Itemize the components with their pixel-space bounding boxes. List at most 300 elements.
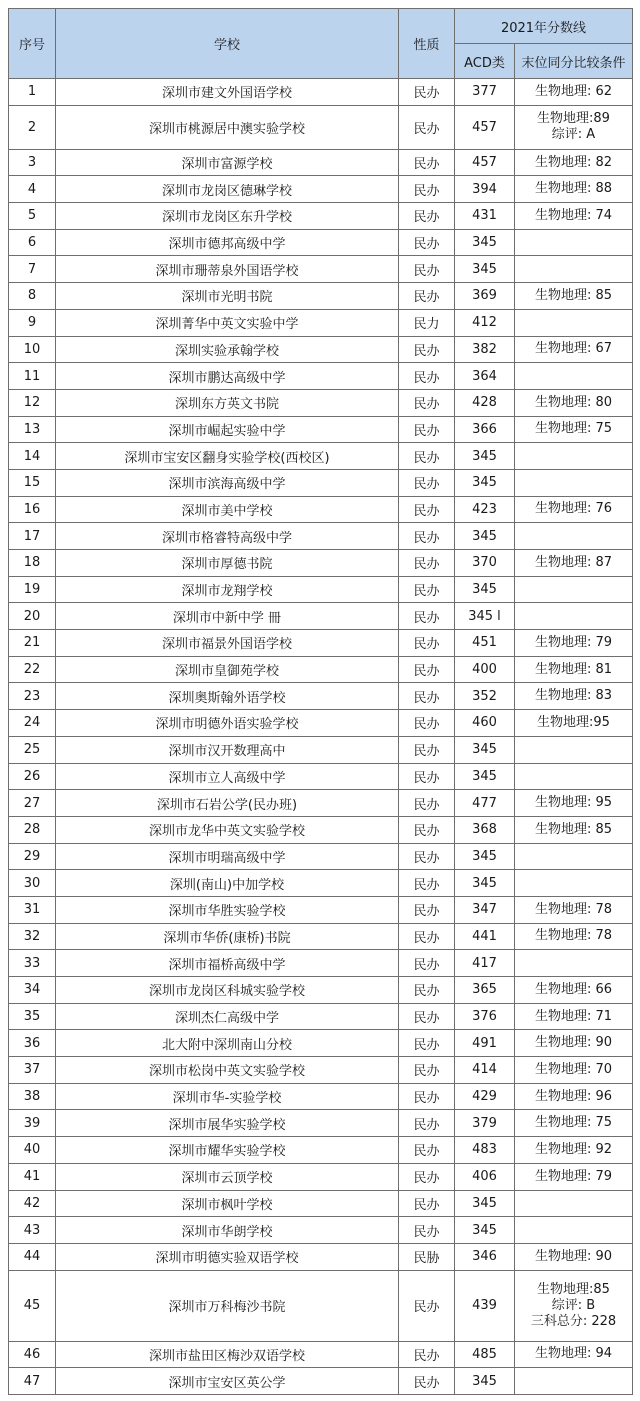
school-type: 民办	[399, 469, 455, 496]
score: 382	[455, 336, 515, 363]
row-number: 44	[9, 1243, 56, 1270]
row-number: 11	[9, 363, 56, 390]
score: 366	[455, 416, 515, 443]
school-name: 深圳市福桥高级中学	[56, 950, 399, 977]
score: 369	[455, 283, 515, 310]
school-type: 民办	[399, 896, 455, 923]
condition-line: 生物地理: 94	[534, 1346, 613, 1362]
school-name: 深圳市皇御苑学校	[56, 656, 399, 683]
score: 483	[455, 1137, 515, 1164]
condition-line: 生物地理: 75	[534, 1115, 613, 1131]
table-row	[9, 416, 633, 443]
condition-line: 三科总分: 228	[530, 1313, 617, 1329]
school-type: 民办	[399, 336, 455, 363]
row-number: 23	[9, 683, 56, 710]
condition-line: 生物地理: 74	[534, 207, 613, 223]
school-type: 民办	[399, 763, 455, 790]
row-number: 43	[9, 1217, 56, 1244]
condition-line: 生物地理: 90	[534, 1248, 613, 1264]
row-number: 13	[9, 416, 56, 443]
table-row	[9, 309, 633, 336]
table-row	[9, 630, 633, 657]
school-name: 深圳市宝安区翻身实验学校(西校区)	[56, 443, 399, 470]
header-no: 序号	[9, 9, 56, 79]
tie-break-condition	[515, 336, 633, 363]
score: 347	[455, 896, 515, 923]
tie-break-condition	[515, 630, 633, 657]
row-number: 14	[9, 443, 56, 470]
school-name: 深圳市崛起实验中学	[56, 416, 399, 443]
row-number: 42	[9, 1190, 56, 1217]
school-type: 民办	[399, 1057, 455, 1084]
score: 428	[455, 389, 515, 416]
school-type: 民办	[399, 950, 455, 977]
tie-break-condition	[515, 523, 633, 550]
table-row	[9, 1190, 633, 1217]
tie-break-condition	[515, 1190, 633, 1217]
score: 365	[455, 977, 515, 1004]
table-row	[9, 1341, 633, 1368]
row-number: 33	[9, 950, 56, 977]
school-name: 深圳菁华中英文实验中学	[56, 309, 399, 336]
condition-line: 生物地理: 76	[534, 501, 613, 517]
school-type: 民办	[399, 1137, 455, 1164]
table-row	[9, 256, 633, 283]
school-name: 深圳市耀华实验学校	[56, 1137, 399, 1164]
school-type: 民办	[399, 656, 455, 683]
row-number: 24	[9, 710, 56, 737]
school-type: 民办	[399, 176, 455, 203]
table-row	[9, 923, 633, 950]
score: 345	[455, 843, 515, 870]
school-name: 深圳市中新中学 冊	[56, 603, 399, 630]
school-name: 深圳市美中学校	[56, 496, 399, 523]
row-number: 35	[9, 1003, 56, 1030]
condition-line: 生物地理: 85	[534, 287, 613, 303]
school-type: 民办	[399, 523, 455, 550]
table-row	[9, 176, 633, 203]
school-type: 民办	[399, 710, 455, 737]
condition-line: 生物地理:85	[537, 1281, 610, 1297]
score: 345	[455, 256, 515, 283]
school-type: 民办	[399, 105, 455, 149]
score: 345	[455, 576, 515, 603]
table-row	[9, 1368, 633, 1395]
school-name: 深圳市德邦高级中学	[56, 229, 399, 256]
school-type: 民办	[399, 1003, 455, 1030]
school-name: 深圳市万科梅沙书院	[56, 1270, 399, 1341]
table-row	[9, 1217, 633, 1244]
school-name: 深圳市枫叶学校	[56, 1190, 399, 1217]
school-name: 深圳(南山)中加学校	[56, 870, 399, 897]
table-row	[9, 229, 633, 256]
school-name: 深圳市明德外语实验学校	[56, 710, 399, 737]
condition-line: 生物地理: 79	[534, 634, 613, 650]
tie-break-condition	[515, 79, 633, 106]
school-name: 深圳市厚德书院	[56, 550, 399, 577]
table-body	[9, 79, 633, 1395]
tie-break-condition	[515, 1137, 633, 1164]
row-number: 17	[9, 523, 56, 550]
table-row	[9, 1083, 633, 1110]
score: 412	[455, 309, 515, 336]
tie-break-condition	[515, 896, 633, 923]
condition-line: 生物地理: 88	[534, 181, 613, 197]
tie-break-condition	[515, 790, 633, 817]
condition-line: 生物地理: 85	[534, 821, 613, 837]
condition-line: 生物地理: 78	[534, 901, 613, 917]
condition-line: 生物地理: 95	[534, 795, 613, 811]
score: 441	[455, 923, 515, 950]
table-row	[9, 736, 633, 763]
condition-line: 生物地理: 66	[534, 981, 613, 997]
school-name: 深圳市富源学校	[56, 149, 399, 176]
school-type: 民办	[399, 203, 455, 230]
tie-break-condition	[515, 576, 633, 603]
row-number: 1	[9, 79, 56, 106]
tie-break-condition	[515, 469, 633, 496]
school-type: 民办	[399, 283, 455, 310]
table-row	[9, 203, 633, 230]
school-name: 北大附中深圳南山分校	[56, 1030, 399, 1057]
table-row	[9, 1137, 633, 1164]
row-number: 25	[9, 736, 56, 763]
score: 379	[455, 1110, 515, 1137]
header-condition: 末位同分比较条件	[515, 44, 633, 79]
table-row	[9, 550, 633, 577]
school-name: 深圳市龙岗区科城实验学校	[56, 977, 399, 1004]
row-number: 31	[9, 896, 56, 923]
school-name: 深圳实验承翰学校	[56, 336, 399, 363]
school-type: 民办	[399, 576, 455, 603]
school-name: 深圳奥斯翰外语学校	[56, 683, 399, 710]
row-number: 9	[9, 309, 56, 336]
school-type: 民办	[399, 1217, 455, 1244]
tie-break-condition	[515, 203, 633, 230]
table-row	[9, 1243, 633, 1270]
school-name: 深圳市华朗学校	[56, 1217, 399, 1244]
row-number: 34	[9, 977, 56, 1004]
school-type: 民办	[399, 79, 455, 106]
school-type: 民办	[399, 923, 455, 950]
tie-break-condition	[515, 1110, 633, 1137]
table-row	[9, 576, 633, 603]
condition-line: 生物地理: 83	[534, 688, 613, 704]
table-row	[9, 870, 633, 897]
tie-break-condition	[515, 1003, 633, 1030]
condition-line: 综评: B	[551, 1297, 596, 1313]
school-type: 民办	[399, 843, 455, 870]
school-type: 民办	[399, 1341, 455, 1368]
school-name: 深圳市展华实验学校	[56, 1110, 399, 1137]
tie-break-condition	[515, 309, 633, 336]
table-row	[9, 1030, 633, 1057]
school-name: 深圳市石岩公学(民办班)	[56, 790, 399, 817]
school-name: 深圳市云顶学校	[56, 1163, 399, 1190]
school-name: 深圳市滨海高级中学	[56, 469, 399, 496]
header-school: 学校	[56, 9, 399, 79]
table-row	[9, 896, 633, 923]
row-number: 7	[9, 256, 56, 283]
admission-score-table	[8, 8, 633, 1395]
condition-line: 生物地理:89	[537, 111, 610, 127]
school-name: 深圳市华侨(康桥)书院	[56, 923, 399, 950]
school-name: 深圳市宝安区英公学	[56, 1368, 399, 1395]
school-name: 深圳市明瑞高级中学	[56, 843, 399, 870]
school-name: 深圳市光明书院	[56, 283, 399, 310]
row-number: 46	[9, 1341, 56, 1368]
tie-break-condition	[515, 229, 633, 256]
tie-break-condition	[515, 603, 633, 630]
school-type: 民办	[399, 977, 455, 1004]
tie-break-condition	[515, 1270, 633, 1341]
condition-line: 生物地理: 80	[534, 394, 613, 410]
condition-line: 生物地理: 90	[534, 1035, 613, 1051]
school-name: 深圳市龙华中英文实验学校	[56, 816, 399, 843]
row-number: 45	[9, 1270, 56, 1341]
row-number: 28	[9, 816, 56, 843]
row-number: 10	[9, 336, 56, 363]
condition-line: 生物地理: 92	[534, 1141, 613, 1157]
school-type: 民办	[399, 256, 455, 283]
tie-break-condition	[515, 736, 633, 763]
row-number: 19	[9, 576, 56, 603]
table-row	[9, 389, 633, 416]
score: 460	[455, 710, 515, 737]
condition-line: 生物地理: 81	[534, 661, 613, 677]
row-number: 15	[9, 469, 56, 496]
row-number: 27	[9, 790, 56, 817]
score: 451	[455, 630, 515, 657]
row-number: 40	[9, 1137, 56, 1164]
score: 346	[455, 1243, 515, 1270]
tie-break-condition	[515, 763, 633, 790]
condition-line: 生物地理:95	[537, 714, 610, 730]
score: 439	[455, 1270, 515, 1341]
row-number: 26	[9, 763, 56, 790]
table-row	[9, 1003, 633, 1030]
row-number: 41	[9, 1163, 56, 1190]
tie-break-condition	[515, 283, 633, 310]
tie-break-condition	[515, 977, 633, 1004]
score: 423	[455, 496, 515, 523]
score: 345	[455, 736, 515, 763]
table-row	[9, 603, 633, 630]
tie-break-condition	[515, 550, 633, 577]
table-row	[9, 79, 633, 106]
table-row	[9, 1163, 633, 1190]
score: 345 l	[455, 603, 515, 630]
tie-break-condition	[515, 1057, 633, 1084]
condition-line: 生物地理: 82	[534, 154, 613, 170]
score: 485	[455, 1341, 515, 1368]
tie-break-condition	[515, 1368, 633, 1395]
score: 345	[455, 229, 515, 256]
school-type: 民办	[399, 790, 455, 817]
table-row	[9, 496, 633, 523]
condition-line: 生物地理: 87	[534, 554, 613, 570]
score: 406	[455, 1163, 515, 1190]
tie-break-condition	[515, 1217, 633, 1244]
table-row	[9, 843, 633, 870]
tie-break-condition	[515, 843, 633, 870]
tie-break-condition	[515, 683, 633, 710]
school-type: 民办	[399, 149, 455, 176]
row-number: 16	[9, 496, 56, 523]
row-number: 38	[9, 1083, 56, 1110]
school-name: 深圳市华胜实验学校	[56, 896, 399, 923]
school-name: 深圳市龙翔学校	[56, 576, 399, 603]
table-row	[9, 656, 633, 683]
tie-break-condition	[515, 950, 633, 977]
school-type: 民办	[399, 1270, 455, 1341]
score: 477	[455, 790, 515, 817]
table-row	[9, 1270, 633, 1341]
score: 431	[455, 203, 515, 230]
score: 400	[455, 656, 515, 683]
tie-break-condition	[515, 1341, 633, 1368]
header-type: 性质	[399, 9, 455, 79]
score: 345	[455, 1368, 515, 1395]
score: 364	[455, 363, 515, 390]
row-number: 39	[9, 1110, 56, 1137]
school-type: 民办	[399, 443, 455, 470]
tie-break-condition	[515, 656, 633, 683]
table-row	[9, 1057, 633, 1084]
school-type: 民办	[399, 550, 455, 577]
school-type: 民办	[399, 1368, 455, 1395]
tie-break-condition	[515, 105, 633, 149]
header-score: ACD类	[455, 44, 515, 79]
table-row	[9, 283, 633, 310]
condition-line: 生物地理: 71	[534, 1008, 613, 1024]
row-number: 2	[9, 105, 56, 149]
tie-break-condition	[515, 1163, 633, 1190]
score: 394	[455, 176, 515, 203]
tie-break-condition	[515, 176, 633, 203]
score: 370	[455, 550, 515, 577]
table-row	[9, 950, 633, 977]
condition-line: 生物地理: 75	[534, 421, 613, 437]
condition-line: 生物地理: 67	[534, 341, 613, 357]
school-type: 民力	[399, 309, 455, 336]
school-type: 民办	[399, 603, 455, 630]
school-type: 民办	[399, 683, 455, 710]
header-score-group: 2021年分数线	[455, 9, 633, 44]
tie-break-condition	[515, 923, 633, 950]
school-type: 民办	[399, 1110, 455, 1137]
tie-break-condition	[515, 1030, 633, 1057]
row-number: 20	[9, 603, 56, 630]
school-type: 民办	[399, 1163, 455, 1190]
tie-break-condition	[515, 256, 633, 283]
row-number: 5	[9, 203, 56, 230]
score: 457	[455, 105, 515, 149]
score: 345	[455, 763, 515, 790]
score: 457	[455, 149, 515, 176]
table-row	[9, 1110, 633, 1137]
row-number: 36	[9, 1030, 56, 1057]
row-number: 4	[9, 176, 56, 203]
school-type: 民办	[399, 870, 455, 897]
row-number: 18	[9, 550, 56, 577]
score: 345	[455, 523, 515, 550]
school-type: 民办	[399, 389, 455, 416]
table-row	[9, 363, 633, 390]
school-name: 深圳市立人高级中学	[56, 763, 399, 790]
tie-break-condition	[515, 816, 633, 843]
tie-break-condition	[515, 710, 633, 737]
school-name: 深圳市珊蒂泉外国语学校	[56, 256, 399, 283]
score: 417	[455, 950, 515, 977]
school-type: 民办	[399, 363, 455, 390]
school-type: 民办	[399, 229, 455, 256]
score: 345	[455, 469, 515, 496]
school-name: 深圳市建文外国语学校	[56, 79, 399, 106]
score: 368	[455, 816, 515, 843]
row-number: 22	[9, 656, 56, 683]
school-name: 深圳市福景外国语学校	[56, 630, 399, 657]
school-type: 民胁	[399, 1243, 455, 1270]
score: 352	[455, 683, 515, 710]
school-type: 民办	[399, 816, 455, 843]
school-type: 民办	[399, 416, 455, 443]
row-number: 32	[9, 923, 56, 950]
row-number: 37	[9, 1057, 56, 1084]
school-name: 深圳市盐田区梅沙双语学校	[56, 1341, 399, 1368]
school-name: 深圳市龙岗区德琳学校	[56, 176, 399, 203]
row-number: 3	[9, 149, 56, 176]
condition-line: 生物地理: 96	[534, 1088, 613, 1104]
school-type: 民办	[399, 736, 455, 763]
row-number: 21	[9, 630, 56, 657]
row-number: 47	[9, 1368, 56, 1395]
school-name: 深圳杰仁高级中学	[56, 1003, 399, 1030]
school-type: 民办	[399, 1030, 455, 1057]
school-name: 深圳市桃源居中澳实验学校	[56, 105, 399, 149]
school-name: 深圳市汉开数理高中	[56, 736, 399, 763]
score: 414	[455, 1057, 515, 1084]
table-row	[9, 683, 633, 710]
tie-break-condition	[515, 443, 633, 470]
school-name: 深圳市龙岗区东升学校	[56, 203, 399, 230]
tie-break-condition	[515, 416, 633, 443]
score: 376	[455, 1003, 515, 1030]
table-row	[9, 763, 633, 790]
table-row	[9, 523, 633, 550]
condition-line: 综评: A	[551, 127, 596, 143]
school-name: 深圳东方英文书院	[56, 389, 399, 416]
condition-line: 生物地理: 79	[534, 1168, 613, 1184]
score: 345	[455, 870, 515, 897]
score: 377	[455, 79, 515, 106]
score: 491	[455, 1030, 515, 1057]
school-name: 深圳市松岗中英文实验学校	[56, 1057, 399, 1084]
score: 429	[455, 1083, 515, 1110]
table-row	[9, 105, 633, 149]
school-name: 深圳市明德实验双语学校	[56, 1243, 399, 1270]
tie-break-condition	[515, 389, 633, 416]
row-number: 29	[9, 843, 56, 870]
school-type: 民办	[399, 1083, 455, 1110]
score: 345	[455, 443, 515, 470]
table-row	[9, 469, 633, 496]
condition-line: 生物地理: 78	[534, 928, 613, 944]
tie-break-condition	[515, 1243, 633, 1270]
row-number: 8	[9, 283, 56, 310]
school-type: 民办	[399, 496, 455, 523]
tie-break-condition	[515, 363, 633, 390]
